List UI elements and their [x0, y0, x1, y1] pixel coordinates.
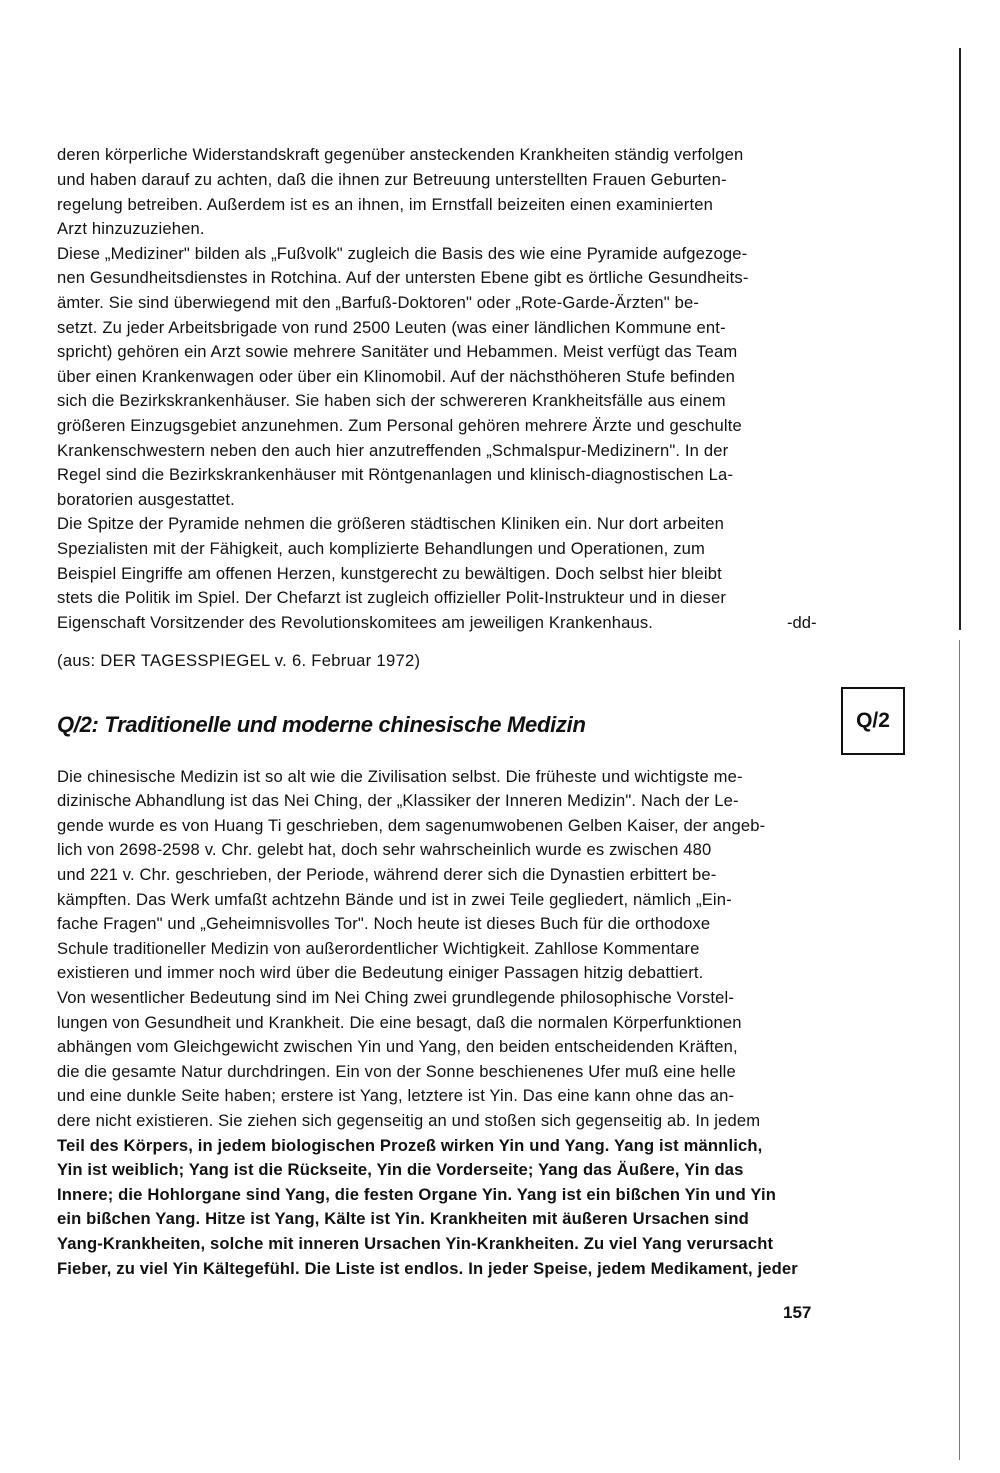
text-line: Yang-Krankheiten, solche mit inneren Ursachen Yin-Krankheiten. Zu viel Yang verursacht [57, 1234, 774, 1253]
text-line: spricht) gehören ein Arzt sowie mehrere Sanitäter und Hebammen. Meist verfügt das Team [57, 342, 738, 361]
margin-section-label: Q/2 [841, 687, 905, 755]
text-line: Yin ist weiblich; Yang ist die Rückseite, Yin die Vorderseite; Yang das Äußere, Yin das [57, 1160, 744, 1179]
text-line: Diese „Mediziner" bilden als „Fußvolk" zugleich die Basis des wie eine Pyramide aufgezoge- [57, 244, 748, 263]
text-line: größeren Einzugsgebiet anzunehmen. Zum Personal gehören mehrere Ärzte und geschulte [57, 416, 742, 435]
text-line: Die Spitze der Pyramide nehmen die größeren städtischen Kliniken ein. Nur dort arbeiten [57, 514, 725, 533]
page-edge-rule [959, 48, 961, 630]
text-line: Teil des Körpers, in jedem biologischen Prozeß wirken Yin und Yang. Yang ist männlich, [57, 1136, 763, 1155]
text-line: lich von 2698-2598 v. Chr. gelebt hat, doch sehr wahrscheinlich wurde es zwischen 480 [57, 840, 712, 859]
text-line: regelung betreiben. Außerdem ist es an ihnen, im Ernstfall beizeiten einen examinierten [57, 195, 713, 214]
text-line: dizinische Abhandlung ist das Nei Ching, der „Klassiker der Inneren Medizin". Nach der Le- [57, 791, 739, 810]
text-line: und haben darauf zu achten, daß die ihnen zur Betreuung unterstellten Frauen Geburten- [57, 170, 727, 189]
text-line: Krankenschwestern neben den auch hier anzutreffenden „Schmalspur-Medizinern". In der [57, 441, 729, 460]
text-line: gende wurde es von Huang Ti geschrieben, dem sagenumwobenen Gelben Kaiser, der angeb- [57, 816, 766, 835]
text-line: existieren und immer noch wird über die Bedeutung einiger Passagen hitzig debattiert. [57, 963, 704, 982]
page-number: 157 [783, 1303, 812, 1322]
text-line: Arzt hinzuzuziehen. [57, 219, 205, 238]
source-citation: (aus: DER TAGESSPIEGEL v. 6. Februar 1972) [57, 651, 421, 670]
text-line: deren körperliche Widerstandskraft gegenüber ansteckenden Krankheiten ständig verfolgen [57, 145, 744, 164]
text-line: die die gesamte Natur durchdringen. Ein von der Sonne beschienenes Ufer muß eine helle [57, 1062, 736, 1081]
text-line: und eine dunkle Seite haben; erstere ist Yang, letztere ist Yin. Das eine kann ohne das an- [57, 1086, 735, 1105]
text-line: abhängen vom Gleichgewicht zwischen Yin und Yang, den beiden entscheidenden Kräften, [57, 1037, 738, 1056]
text-line: ämter. Sie sind überwiegend mit den „Barfuß-Doktoren" oder „Rote-Garde-Ärzten" be- [57, 293, 700, 312]
text-line: boratorien ausgestattet. [57, 490, 235, 509]
text-line: Beispiel Eingriffe am offenen Herzen, kunstgerecht zu bewältigen. Doch selbst hier bleibt [57, 564, 722, 583]
page-edge-rule-lower [959, 640, 960, 1460]
text-line: fache Fragen" und „Geheimnisvolles Tor". Noch heute ist dieses Buch für die orthodoxe [57, 914, 711, 933]
text-line: sich die Bezirkskrankenhäuser. Sie haben sich der schwereren Krankheitsfälle aus einem [57, 391, 726, 410]
text-line: ein bißchen Yang. Hitze ist Yang, Kälte ist Yin. Krankheiten mit äußeren Ursachen sind [57, 1209, 749, 1228]
text-line: kämpften. Das Werk umfaßt achtzehn Bände und ist in zwei Teile gegliedert, nämlich „Ein- [57, 890, 732, 909]
text-line: Eigenschaft Vorsitzender des Revolutionskomitees am jeweiligen Krankenhaus. [57, 613, 654, 632]
text-line: dere nicht existieren. Sie ziehen sich gegenseitig an und stoßen sich gegenseitig ab. In jedem [57, 1111, 761, 1130]
text-line: Fieber, zu viel Yin Kältegefühl. Die Liste ist endlos. In jeder Speise, jedem Medikament, jeder [57, 1259, 798, 1278]
text-line: setzt. Zu jeder Arbeitsbrigade von rund 2500 Leuten (was einer ländlichen Kommune ent- [57, 318, 726, 337]
text-line: Die chinesische Medizin ist so alt wie die Zivilisation selbst. Die früheste und wichtigste me- [57, 767, 743, 786]
text-line: lungen von Gesundheit und Krankheit. Die eine besagt, daß die normalen Körperfunktionen [57, 1013, 742, 1032]
text-line: und 221 v. Chr. geschrieben, der Periode, während derer sich die Dynastien erbittert be- [57, 865, 717, 884]
text-line: Innere; die Hohlorgane sind Yang, die festen Organe Yin. Yang ist ein bißchen Yin und Yin [57, 1185, 777, 1204]
text-line: nen Gesundheitsdienstes in Rotchina. Auf der untersten Ebene gibt es örtliche Gesundheits- [57, 268, 749, 287]
author-signature: -dd- [787, 613, 817, 632]
text-line: über einen Krankenwagen oder über ein Klinomobil. Auf der nächsthöheren Stufe befinden [57, 367, 736, 386]
text-line: Schule traditioneller Medizin von außerordentlicher Wichtigkeit. Zahllose Kommentare [57, 939, 700, 958]
section-heading: Q/2: Traditionelle und moderne chinesische Medizin [57, 712, 586, 737]
text-line: Spezialisten mit der Fähigkeit, auch komplizierte Behandlungen und Operationen, zum [57, 539, 705, 558]
text-line: Von wesentlicher Bedeutung sind im Nei Ching zwei grundlegende philosophische Vorstel- [57, 988, 735, 1007]
text-line: Regel sind die Bezirkskrankenhäuser mit Röntgenanlagen und klinisch-diagnostischen La- [57, 465, 734, 484]
text-line: stets die Politik im Spiel. Der Chefarzt ist zugleich offizieller Polit-Instrukteur und in dieser [57, 588, 727, 607]
